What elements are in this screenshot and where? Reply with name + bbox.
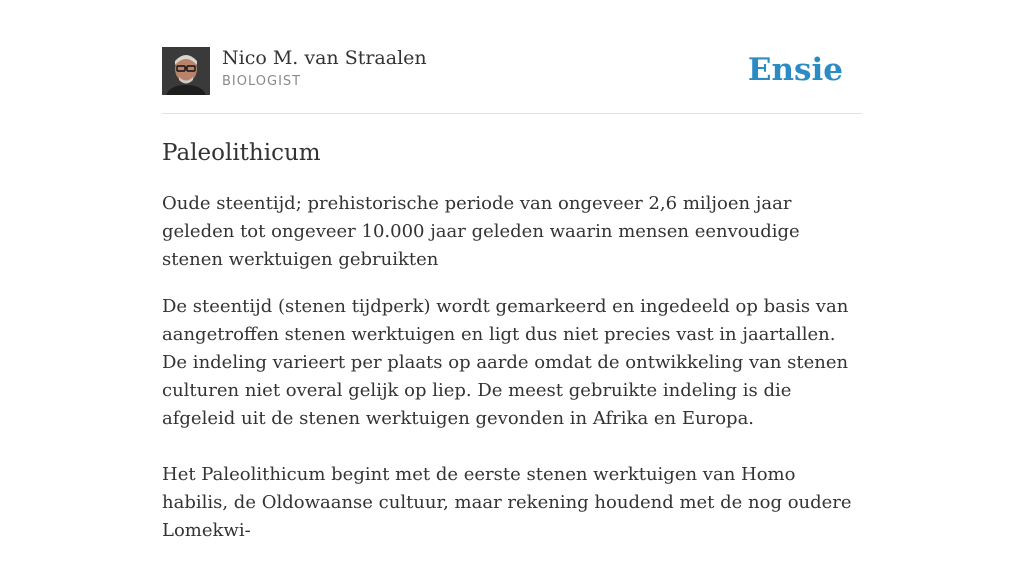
article-definition: Oude steentijd; prehistorische periode van ongeveer 2,6 miljoen jaar geleden tot ongeveer 10.000 jaar geleden waarin mensen eenvoudige stenen werktuigen gebruikten	[162, 193, 800, 270]
article-paragraph: Het Paleolithicum begint met de eerste stenen werktuigen van Homo habilis, de Oldowaanse cultuur, maar rekening houdend met de nog oudere Lomekwi-	[162, 464, 852, 541]
article-body	[162, 293, 862, 573]
author-header	[162, 45, 862, 114]
author-name[interactable]: Nico M. van Straalen	[222, 47, 427, 69]
author-avatar[interactable]	[162, 47, 210, 95]
brand-logo[interactable]: Ensie	[747, 52, 843, 88]
article-paragraph: De steentijd (stenen tijdperk) wordt gemarkeerd en ingedeeld op basis van aangetroffen stenen werktuigen en ligt dus niet precies vast in jaartallen. De indeling varieert per plaats op aarde omdat de ontwikkeling van stenen culturen niet overal gelijk op liep. De meest gebruikte indeling is die afgeleid uit de stenen werktuigen gevonden in Afrika en Europa.	[162, 296, 849, 429]
author-role: BIOLOGIST	[222, 74, 302, 89]
article-title: Paleolithicum	[162, 140, 321, 166]
author-photo-icon	[162, 47, 210, 95]
